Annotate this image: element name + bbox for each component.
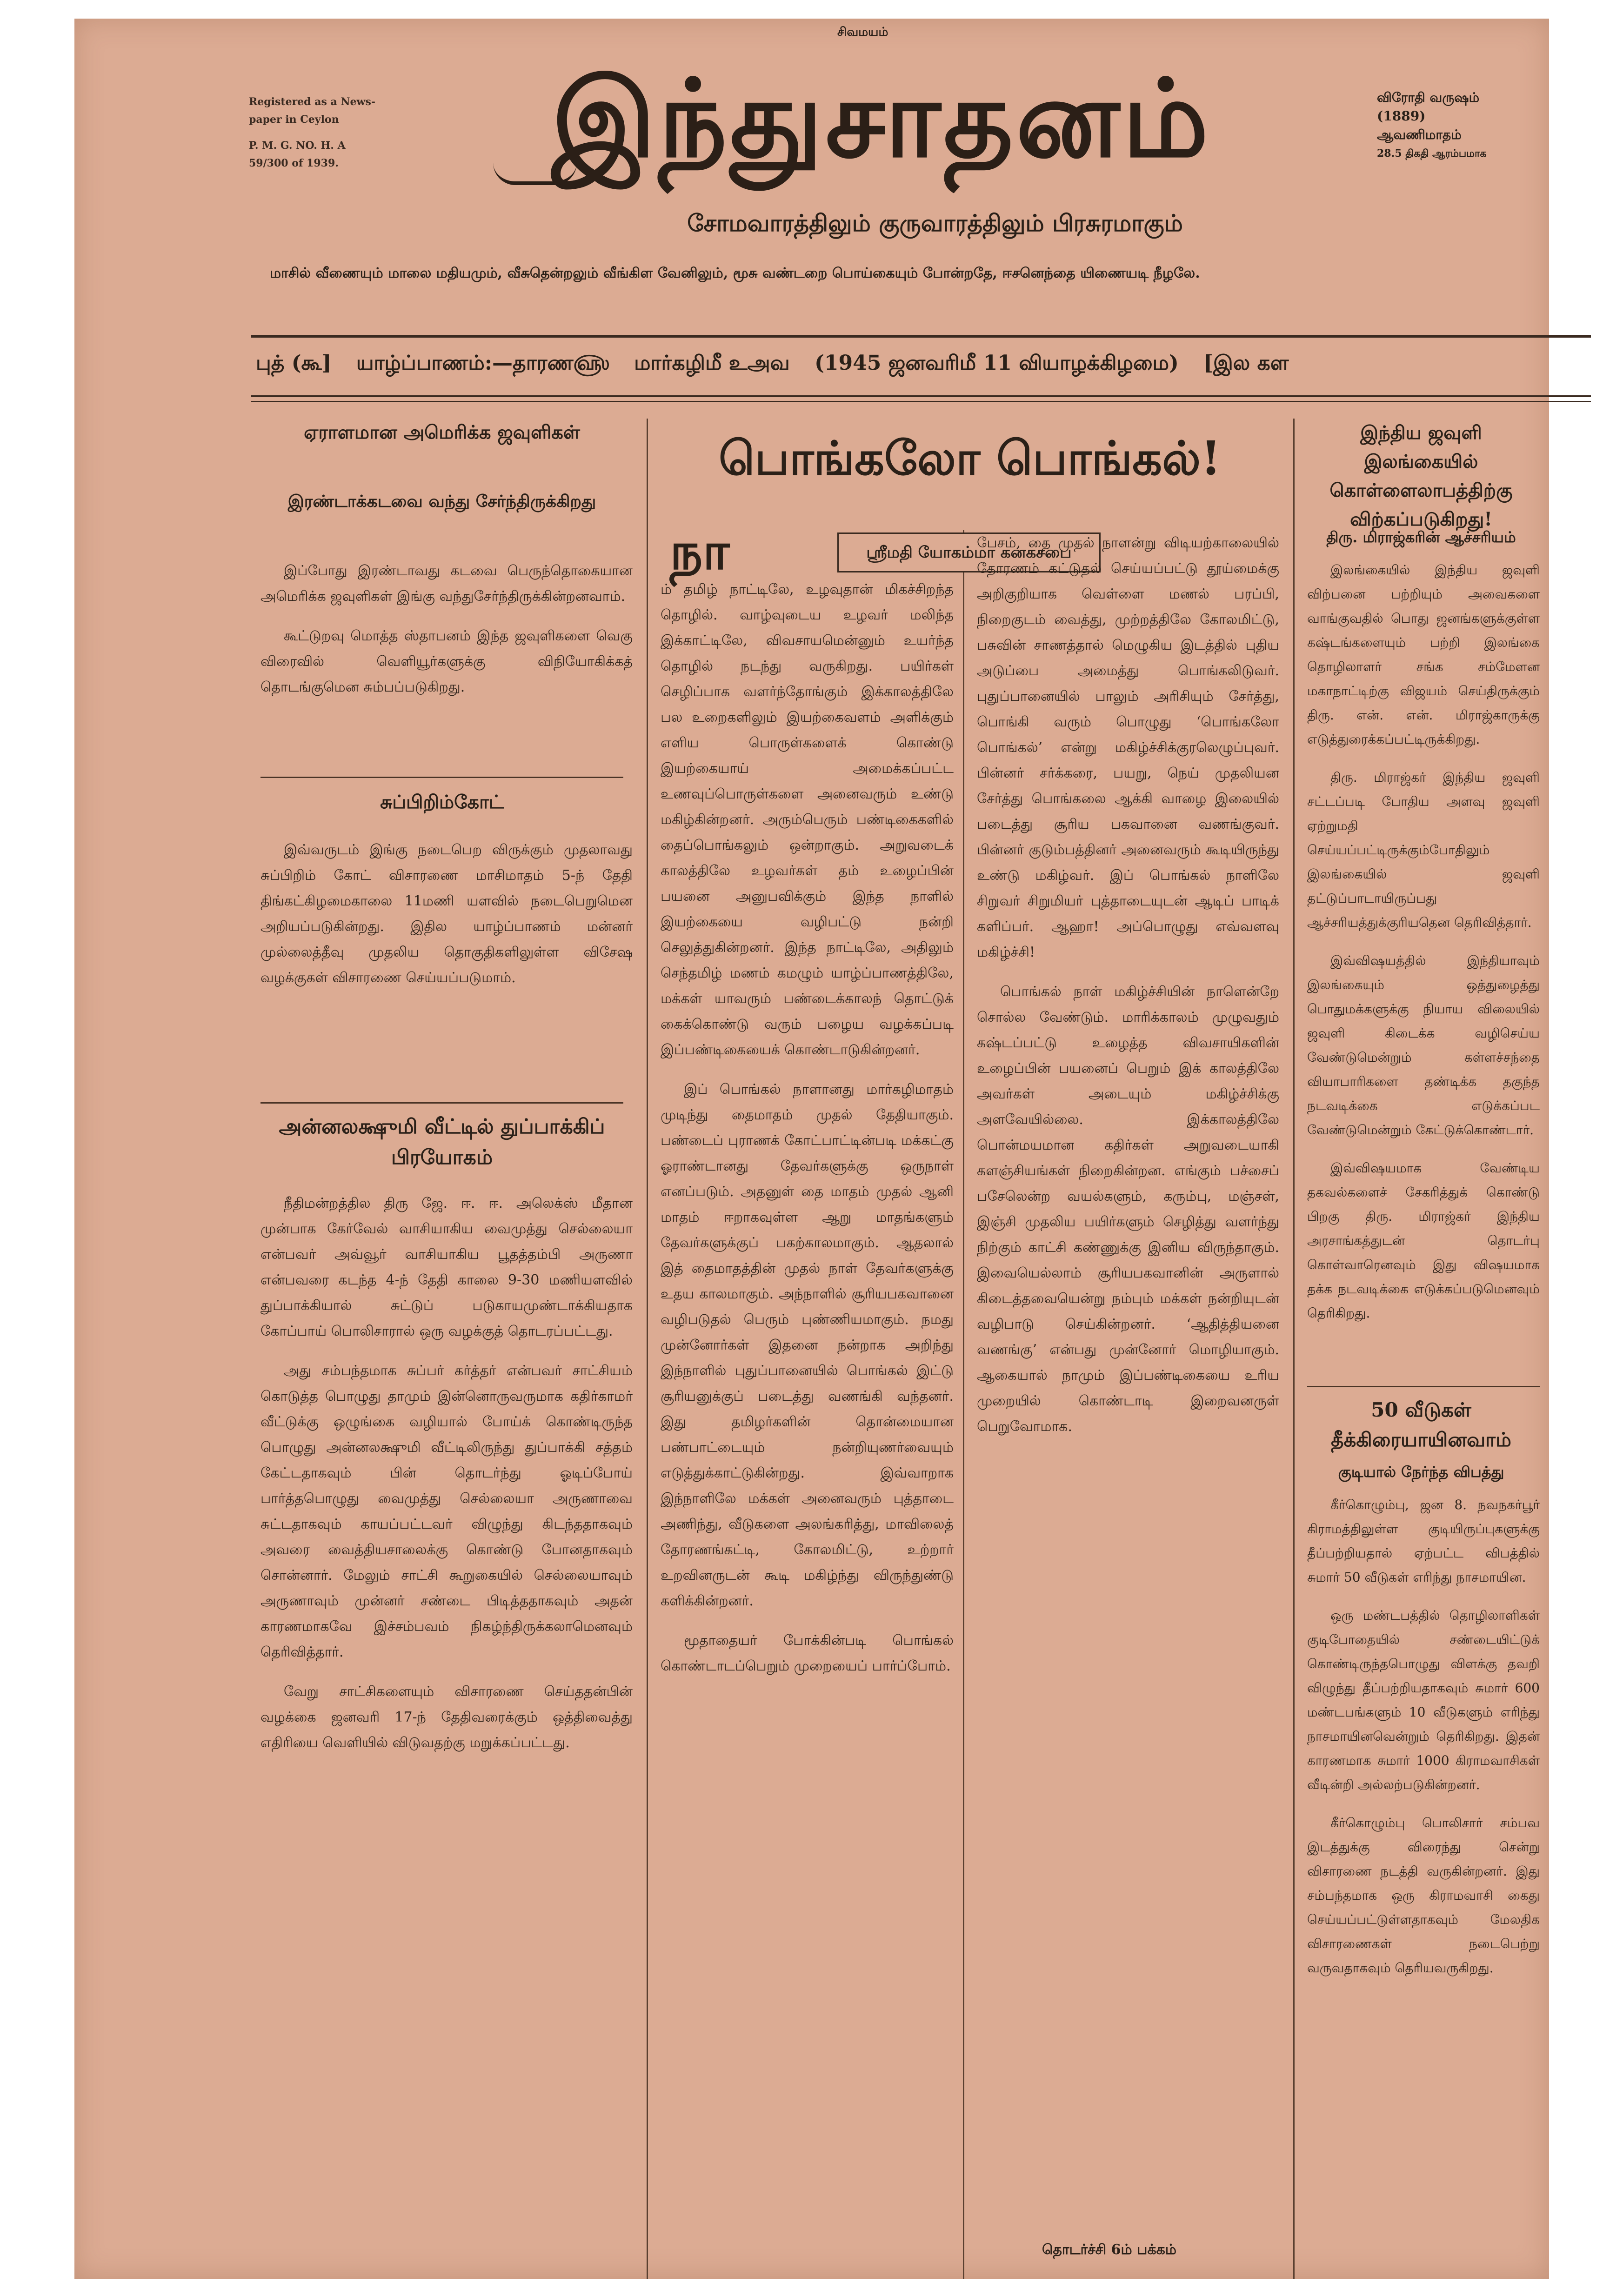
headline-indian-textiles: இந்திய ஜவுளி இலங்கையில் கொள்ளைலாபத்திற்கு விற்கப்படுகிறது! [1329, 422, 1513, 530]
article-indian-textiles [1307, 558, 1540, 1349]
volume-number: புத் (கூ] [256, 351, 332, 375]
article-fire [1307, 1493, 1540, 2265]
paragraph: திரு. மிராஜ்கர் இந்திய ஜவுளி சட்டப்படி போதிய அளவு ஜவுளி ஏற்றுமதி செய்யப்பட்டிருக்கும்போதிலும் இலங்கையில் ஜவுளி தட்டுப்பாடாயிருப்பது ஆச்சரியத்துக்குரியதென தெரிவித்தார். [1307, 770, 1540, 930]
author-byline: ஸ்ரீமதி யோகம்மா கனகசபை [837, 532, 1101, 572]
drop-cap: நா [670, 521, 730, 581]
subhead-second-shipment: இரண்டாக்கடவை வந்து சேர்ந்திருக்கிறது [287, 492, 596, 511]
paragraph: கீர்கொழும்பு, ஜன 8. நவநகர்பூர் கிராமத்திலுள்ள குடியிருப்புகளுக்கு தீப்பற்றியதால் ஏற்பட்ட விபத்தில் சுமார் 50 வீடுகள் எரிந்து நாசமாயின. [1307, 1497, 1540, 1585]
paragraph: இவ்விஷயமாக வேண்டிய தகவல்களைச் சேகரித்துக் கொண்டு பிறகு திரு. மிராஜ்கர் இந்திய அரசாங்கத்துடன் தொடர்பு கொள்வாரெனவும் இது விஷயமாக தக்க நடவடிக்கை எடுக்கப்படுமெனவும் தெரிகிறது. [1307, 1160, 1540, 1321]
dateline-rule-thin [251, 401, 1591, 402]
registration-notice [249, 93, 388, 172]
paragraph: இப்போது இரண்டாவது கடவை பெருந்தொகையான அமெரிக்க ஜவுளிகள் இங்கு வந்துசேர்ந்திருக்கின்றனவாம். [260, 563, 633, 605]
section-rule [1307, 1386, 1540, 1387]
headline-pongal: பொங்கலோ பொங்கல்! [718, 431, 1222, 486]
headline-american-textiles: ஏராளமான அமெரிக்க ஜவுளிகள் [304, 421, 580, 443]
paragraph: கூட்டுறவு மொத்த ஸ்தாபனம் இந்த ஜவுளிகளை வெகு விரைவில் வெளியூர்களுக்கு விநியோகிக்கத் தொடங்குமென சும்பப்படுகிறது. [260, 628, 633, 695]
year-line-2: (1889) [1377, 108, 1426, 124]
paragraph: வேறு சாட்சிகளையும் விசாரணை செய்ததன்பின் வழக்கை ஜனவரி 17-ந் தேதிவரைக்கும் ஒத்திவைத்து எதிரியை வெளியில் விடுவதற்கு மறுக்கப்பட்டது. [260, 1684, 633, 1751]
column-divider [647, 419, 648, 2279]
dateline-rule [251, 395, 1591, 397]
section-rule [260, 1102, 623, 1104]
registration-line-2: paper in Ceylon [249, 113, 339, 126]
section-rule [260, 777, 623, 778]
paragraph: ஒரு மண்டபத்தில் தொழிலாளிகள் குடிபோதையில் சண்டையிட்டுக் கொண்டிருந்தபொழுது விளக்கு தவறி விழுந்து தீப்பற்றியதாகவும் சுமார் 600 மண்டபங்களும் 10 வீடுகளும் எரிந்து நாசமாயினவென்றும் தெரிகிறது. இதன் காரணமாக சுமார் 1000 கிராமவாசிகள் வீடின்றி அல்லற்படுகின்றனர். [1307, 1608, 1540, 1792]
continued-notice: தொடர்ச்சி 6ம் பக்கம் [1042, 2242, 1176, 2258]
column-divider [1293, 419, 1295, 2279]
subhead-fire: குடியால் நேர்ந்த விபத்து [1338, 1463, 1504, 1481]
dateline [256, 351, 1591, 378]
year-line-4: 28.5 திகதி ஆரம்பமாக [1377, 147, 1487, 160]
article-pongal-part2 [977, 530, 1279, 2204]
paragraph: இலங்கையில் இந்திய ஜவுளி விற்பனை பற்றியும் அவைகளை வாங்குவதில் பொது ஜனங்களுக்குள்ள கஷ்டங்களையும் பற்றி இலங்கை தொழிலாளர் சங்க சம்மேளன மகாநாட்டிற்கு விஜயம் செய்திருக்கும் திரு. என். என். மிராஜ்காருக்கு எடுத்துரைக்கப்பட்டிருக்கிறது. [1307, 562, 1540, 747]
headline-fire: 50 வீடுகள் தீக்கிரையாயினவாம் [1331, 1398, 1511, 1451]
paragraph: இவ்விஷயத்தில் இந்தியாவும் இலங்கையும் ஒத்துழைத்து பொதுமக்களுக்கு நியாய விலையில் ஜவுளி கிடைக்க வழிசெய்ய வேண்டுமென்றும் கள்ளச்சந்தை வியாபாரிகளை தண்டிக்க தகுந்த நடவடிக்கை எடுக்கப்பட வேண்டுமென்றும் கேட்டுக்கொண்டார். [1307, 953, 1540, 1138]
motto-verse: மாசில் வீணையும் மாலை மதியமும், வீசுதென்றலும் வீங்கிள வேனிலும், மூசு வண்டறை பொய்கையும் போன்றதே, ஈசனெந்தை யிணையடி நீழலே. [270, 265, 1200, 281]
publication-schedule: சோமவாரத்திலும் குருவாரத்திலும் பிரசுரமாகும் [687, 209, 1183, 237]
paragraph: பொங்கல் நாள் மகிழ்ச்சியின் நாளென்றே சொல்ல வேண்டும். மாரிக்காலம் முழுவதும் கஷ்டப்பட்டு உழைத்த விவசாயிகளின் உழைப்பின் பயனைப் பெறும் இக் காலத்திலே அவர்கள் அடையும் மகிழ்ச்சிக்கு அளவேயில்லை. இக்காலத்திலே பொன்மயமான கதிர்கள் அறுவடையாகி களஞ்சியங்கள் நிறைகின்றன. எங்கும் பச்சைப் பசேலென்ற வயல்களும், கரும்பு, மஞ்சள், இஞ்சி முதலிய பயிர்களும் செழித்து வளர்ந்து நிற்கும் காட்சி கண்ணுக்கு இனிய விருந்தாகும். இவையெல்லாம் சூரியபகவானின் அருளால் கிடைத்தவையென்று நம்பும் மக்கள் நன்றியுடன் வழிபாடு செய்கின்றனர். ‘ஆதித்தியனை வணங்கு’ என்பது முன்னோர் மொழியாகும். ஆகையால் நாமும் இப்பண்டிகையை உரிய முறையில் கொண்டாடி இறைவனருள் பெறுவோமாக. [977, 984, 1279, 1435]
sivamayam-header: சிவமயம் [837, 25, 888, 39]
article-shooting [260, 1191, 633, 2260]
article-american-textiles [260, 558, 633, 714]
title-flourish-icon [493, 163, 577, 185]
registration-line-1: Registered as a News- [249, 96, 375, 108]
issue-number: [இல கள [1203, 351, 1289, 375]
place-year: யாழ்ப்பாணம்:—தாரண௵ [356, 351, 609, 375]
column-divider [963, 530, 964, 2279]
masthead-rule [251, 335, 1591, 338]
subhead-mirajkar: திரு. மிராஜ்கரின் ஆச்சரியம் [1326, 528, 1516, 546]
pmg-line-1: P. M. G. NO. H. A [249, 140, 346, 152]
article-pongal-part1 [661, 577, 954, 2274]
headline-shooting: அன்னலக்ஷுமி வீட்டில் துப்பாக்கிப் பிரயோகம் [279, 1115, 605, 1169]
article-supreme-court [260, 837, 633, 1005]
paragraph: நீதிமன்றத்தில திரு ஜே. ஈ. ஈ. அலெக்ஸ் மீதான முன்பாக கேர்வேல் வாசியாகிய வைமுத்து செல்லையா என்பவர் அவ்வூர் வாசியாகிய பூதத்தம்பி அருணா என்பவரை கடந்த 4-ந் தேதி காலை 9-30 மணியளவில் துப்பாக்கியால் சுட்டுப் படுகாயமுண்டாக்கியதாக கோப்பாய் பொலிசாரால் ஒரு வழக்குத் தொடரப்பட்டது. [260, 1195, 633, 1339]
paragraph: மூதாதையர் போக்கின்படி பொங்கல் கொண்டாடப்பெறும் முறையைப் பார்ப்போம். [661, 1632, 954, 1674]
newspaper-title: இந்துசாதனம் [551, 56, 1212, 181]
paragraph: ம் தமிழ் நாட்டிலே, உழவுதான் மிகச்சிறந்த தொழில். வாழ்வுடைய உழவர் மலிந்த இக்காட்டிலே, விவசாயமென்னும் உயர்ந்த தொழில் நடந்து வருகிறது. பயிர்கள் செழிப்பாக வளர்ந்தோங்கும் இக்காலத்திலே பல உறைகளிலும் இயற்கைவளம் அளிக்கும் எளிய பொருள்களைக் கொண்டு இயற்கையாய் அமைக்கப்பட்ட உணவுப்பொருள்களை அனைவரும் உண்டு மகிழ்கின்றனர். அரும்பெரும் பண்டிகைகளில் தைப்பொங்கலும் ஒன்றாகும். அறுவடைக் காலத்திலே உழவர்கள் தம் உழைப்பின் பயனை அனுபவிக்கும் இந்த நாளில் இயற்கையை வழிபட்டு நன்றி செலுத்துகின்றனர். இந்த நாட்டிலே, அதிலும் செந்தமிழ் மணம் கமழும் யாழ்ப்பாணத்திலே, மக்கள் யாவரும் பண்டைக்காலந் தொட்டுக் கைக்கொண்டு வரும் பழைய வழக்கப்படி இப்பண்டிகையைக் கொண்டாடுகின்றனர். [661, 581, 954, 1058]
year-line-3: ஆவணிமாதம் [1377, 127, 1462, 142]
pmg-line-2: 59/300 of 1939. [249, 157, 339, 169]
english-date: (1945 ஜனவரிமீ 11 வியாழக்கிழமை) [815, 351, 1179, 375]
year-info [1377, 88, 1516, 163]
newspaper-page [74, 19, 1549, 2279]
paragraph: கீர்கொழும்பு பொலிசார் சம்பவ இடத்துக்கு விரைந்து சென்று விசாரணை நடத்தி வருகின்றனர். இது சம்பந்தமாக ஒரு கிராமவாசி கைது செய்யப்பட்டுள்ளதாகவும் மேலதிக விசாரணைகள் நடைபெற்று வருவதாகவும் தெரியவருகிறது. [1307, 1815, 1540, 1976]
tamil-date: மார்கழிமீ உஅவ [634, 351, 790, 375]
headline-supreme-court: சுப்பிறிம்கோட் [380, 791, 504, 813]
paragraph: இவ்வருடம் இங்கு நடைபெற விருக்கும் முதலாவது சுப்பிறிம் கோட் விசாரணை மாசிமாதம் 5-ந் தேதி திங்கட்கிழமைகாலை 11மணி யளவில் நடைபெறுமென அறியப்படுகின்றது. இதில யாழ்ப்பாணம் மன்னர் முல்லைத்தீவு முதலிய தொகுதிகளிலுள்ள விசேஷ வழக்குகள் விசாரணை செய்யப்படுமாம். [260, 842, 633, 986]
paragraph: பேசம், தை முதல் நாளன்று விடியற்காலையில் தோரணம் கட்டுதல் செய்யப்பட்டு தூய்மைக்கு அறிகுறியாக வெள்ளை மணல் பரப்பி, நிறைகுடம் வைத்து, முற்றத்திலே கோலமிட்டு, பசுவின் சாணத்தால் மெழுகிய இடத்தில் புதிய அடுப்பை அமைத்து பொங்கலிடுவர். புதுப்பானையில் பாலும் அரிசியும் சேர்த்து, பொங்கி வரும் பொழுது ‘பொங்கலோ பொங்கல்’ என்று மகிழ்ச்சிக்குரலெழுப்புவர். பின்னர் சர்க்கரை, பயறு, நெய் முதலியன சேர்த்து பொங்கலை ஆக்கி வாழை இலையில் படைத்து சூரிய பகவானை வணங்குவர். பின்னர் குடும்பத்தினர் அனைவரும் கூடியிருந்து உண்டு மகிழ்வர். இப் பொங்கல் நாளிலே சிறுவர் சிறுமியர் புத்தாடையுடன் ஆடிப் பாடிக் களிப்பர். ஆஹா! அப்பொழுது எவ்வளவு மகிழ்ச்சி! [977, 535, 1279, 960]
paragraph: அது சம்பந்தமாக சுப்பர் கர்த்தர் என்பவர் சாட்சியம் கொடுத்த பொழுது தாமும் இன்னொருவருமாக கதிர்காமர் வீட்டுக்கு ஒழுங்கை வழியால் போய்க் கொண்டிருந்த பொழுது அன்னலக்ஷுமி வீட்டிலிருந்து துப்பாக்கி சத்தம் கேட்டதாகவும் பின் தொடர்ந்து ஓடிப்போய் பார்த்தபொழுது வைமுத்து செல்லையா அருணாவை சுட்டதாகவும் காயப்பட்டவர் விழுந்து கிடந்ததாகவும் அவரை வைத்தியசாலைக்கு கொண்டு போனதாகவும் சொன்னார். மேலும் சாட்சி கூறுகையில் செல்லையாவும் அருணாவும் முன்னர் சண்டை பிடித்ததாகவும் அதன் காரணமாகவே இச்சம்பவம் நிகழ்ந்திருக்கலாமெனவும் தெரிவித்தார். [260, 1363, 633, 1660]
paragraph: இப் பொங்கல் நாளானது மார்கழிமாதம் முடிந்து தைமாதம் முதல் தேதியாகும். பண்டைப் புராணக் கோட்பாட்டின்படி மக்கட்கு ஓராண்டானது தேவர்களுக்கு ஒருநாள் எனப்படும். அதனுள் தை மாதம் முதல் ஆனி மாதம் ஈறாகவுள்ள ஆறு மாதங்களும் தேவர்களுக்குப் பகற்காலமாகும். ஆதலால் இத் தைமாதத்தின் முதல் நாள் தேவர்களுக்கு உதய காலமாகும். அந்நாளில் சூரியபகவானை வழிபடுதல் பெரும் புண்ணியமாகும். நமது முன்னோர்கள் இதனை நன்றாக அறிந்து இந்நாளில் புதுப்பானையில் பொங்கல் இட்டு சூரியனுக்குப் படைத்து வணங்கி வந்தனர். இது தமிழர்களின் தொன்மையான பண்பாட்டையும் நன்றியுணர்வையும் எடுத்துக்காட்டுகின்றது. இவ்வாறாக இந்நாளிலே மக்கள் அனைவரும் புத்தாடை அணிந்து, வீடுகளை அலங்கரித்து, மாவிலைத் தோரணங்கட்டி, கோலமிட்டு, உற்றார் உறவினருடன் கூடி மகிழ்ந்து விருந்துண்டு களிக்கின்றனர். [661, 1081, 954, 1609]
year-line-1: விரோதி வருஷம் [1377, 90, 1480, 105]
